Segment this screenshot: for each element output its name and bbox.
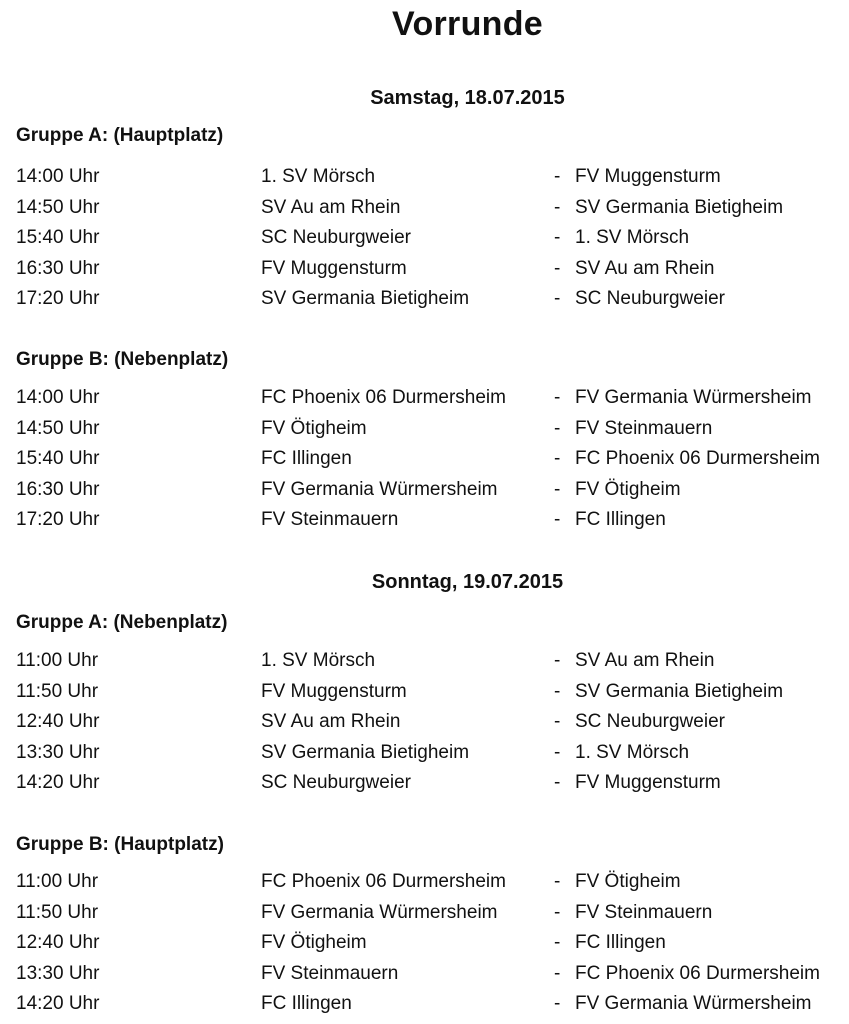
home-team: SV Germania Bietigheim [261,741,470,763]
match-separator: - [554,741,561,763]
match-list-b-saturday [0,386,849,539]
match-separator: - [554,387,561,408]
match-separator: - [554,257,561,279]
match-separator: - [554,448,561,469]
match-separator: - [554,772,561,793]
home-team: FV Steinmauern [261,509,399,530]
away-team: FV Steinmauern [575,417,713,439]
match-time: 12:40 Uhr [16,711,100,732]
match-list-a-saturday [0,165,849,318]
home-team: SV Au am Rhein [261,196,401,218]
match-time: 14:50 Uhr [16,417,100,439]
match-list-a-sunday [0,649,849,802]
match-time: 15:40 Uhr [16,448,100,469]
away-team: 1. SV Mörsch [575,227,690,248]
match-row [0,226,849,257]
match-row [0,710,849,741]
match-row [0,196,849,227]
match-row [0,962,849,993]
away-team: FV Ötigheim [575,871,681,892]
match-row [0,649,849,680]
match-separator: - [554,166,561,187]
match-row [0,165,849,196]
match-separator: - [554,196,561,218]
home-team: 1. SV Mörsch [261,650,376,671]
match-separator: - [554,871,561,892]
match-row [0,870,849,901]
home-team: SV Germania Bietigheim [261,288,470,309]
day-heading-sunday: Sonntag, 19.07.2015 [371,571,564,593]
away-team: FC Phoenix 06 Durmersheim [575,448,820,469]
home-team: FC Illingen [261,448,352,469]
home-team: FC Illingen [261,993,352,1014]
group-heading-a-sunday: Gruppe A: (Nebenplatz) [16,612,228,633]
match-row [0,257,849,288]
away-team: SC Neuburgweier [575,711,725,732]
away-team: SV Germania Bietigheim [575,680,784,702]
match-row [0,417,849,448]
match-time: 14:20 Uhr [16,993,100,1014]
match-row [0,680,849,711]
away-team: 1. SV Mörsch [575,741,690,763]
match-separator: - [554,711,561,732]
home-team: FC Phoenix 06 Durmersheim [261,387,506,408]
page-title: Vorrunde [391,5,543,43]
away-team: SC Neuburgweier [575,288,725,309]
match-separator: - [554,650,561,671]
away-team: FV Steinmauern [575,901,713,923]
match-time: 17:20 Uhr [16,509,100,530]
match-separator: - [554,932,561,953]
home-team: FV Muggensturm [261,257,407,279]
match-row [0,287,849,318]
match-time: 13:30 Uhr [16,962,100,984]
home-team: SC Neuburgweier [261,772,411,793]
match-time: 16:30 Uhr [16,257,100,279]
away-team: FC Illingen [575,932,666,953]
match-row [0,508,849,539]
away-team: FC Phoenix 06 Durmersheim [575,962,820,984]
match-time: 11:50 Uhr [16,901,99,923]
match-separator: - [554,680,561,702]
home-team: FC Phoenix 06 Durmersheim [261,871,506,892]
match-separator: - [554,901,561,923]
match-time: 11:00 Uhr [16,871,99,892]
match-row [0,447,849,478]
match-row [0,901,849,932]
match-time: 15:40 Uhr [16,227,100,248]
match-separator: - [554,227,561,248]
match-time: 17:20 Uhr [16,288,100,309]
away-team: FV Muggensturm [575,166,721,187]
group-heading-b-sunday: Gruppe B: (Hauptplatz) [16,834,224,855]
match-time: 11:00 Uhr [16,650,99,671]
match-row [0,931,849,962]
away-team: FC Illingen [575,509,666,530]
home-team: FV Ötigheim [261,932,367,953]
home-team: FV Germania Würmersheim [261,478,498,500]
match-time: 12:40 Uhr [16,932,100,953]
match-time: 13:30 Uhr [16,741,100,763]
match-list-b-sunday [0,870,849,1023]
home-team: 1. SV Mörsch [261,166,376,187]
match-row [0,478,849,509]
match-time: 14:50 Uhr [16,196,100,218]
group-heading-a-saturday: Gruppe A: (Hauptplatz) [16,125,224,146]
away-team: FV Muggensturm [575,772,721,793]
away-team: SV Germania Bietigheim [575,196,784,218]
home-team: SV Au am Rhein [261,711,401,732]
match-time: 14:00 Uhr [16,166,100,187]
away-team: FV Germania Würmersheim [575,387,812,408]
match-separator: - [554,509,561,530]
match-time: 14:00 Uhr [16,387,100,408]
home-team: FV Germania Würmersheim [261,901,498,923]
away-team: SV Au am Rhein [575,650,715,671]
away-team: SV Au am Rhein [575,257,715,279]
match-row [0,771,849,802]
match-time: 16:30 Uhr [16,478,100,500]
match-separator: - [554,417,561,439]
match-separator: - [554,288,561,309]
match-time: 11:50 Uhr [16,680,99,702]
group-heading-b-saturday: Gruppe B: (Nebenplatz) [16,349,229,370]
day-heading-saturday: Samstag, 18.07.2015 [370,87,565,109]
match-separator: - [554,962,561,984]
home-team: FV Ötigheim [261,417,367,439]
home-team: FV Steinmauern [261,962,399,984]
home-team: FV Muggensturm [261,680,407,702]
match-row [0,992,849,1023]
match-time: 14:20 Uhr [16,772,100,793]
match-separator: - [554,993,561,1014]
match-row [0,386,849,417]
match-separator: - [554,478,561,500]
away-team: FV Germania Würmersheim [575,993,812,1014]
away-team: FV Ötigheim [575,478,681,500]
home-team: SC Neuburgweier [261,227,411,248]
match-row [0,741,849,772]
